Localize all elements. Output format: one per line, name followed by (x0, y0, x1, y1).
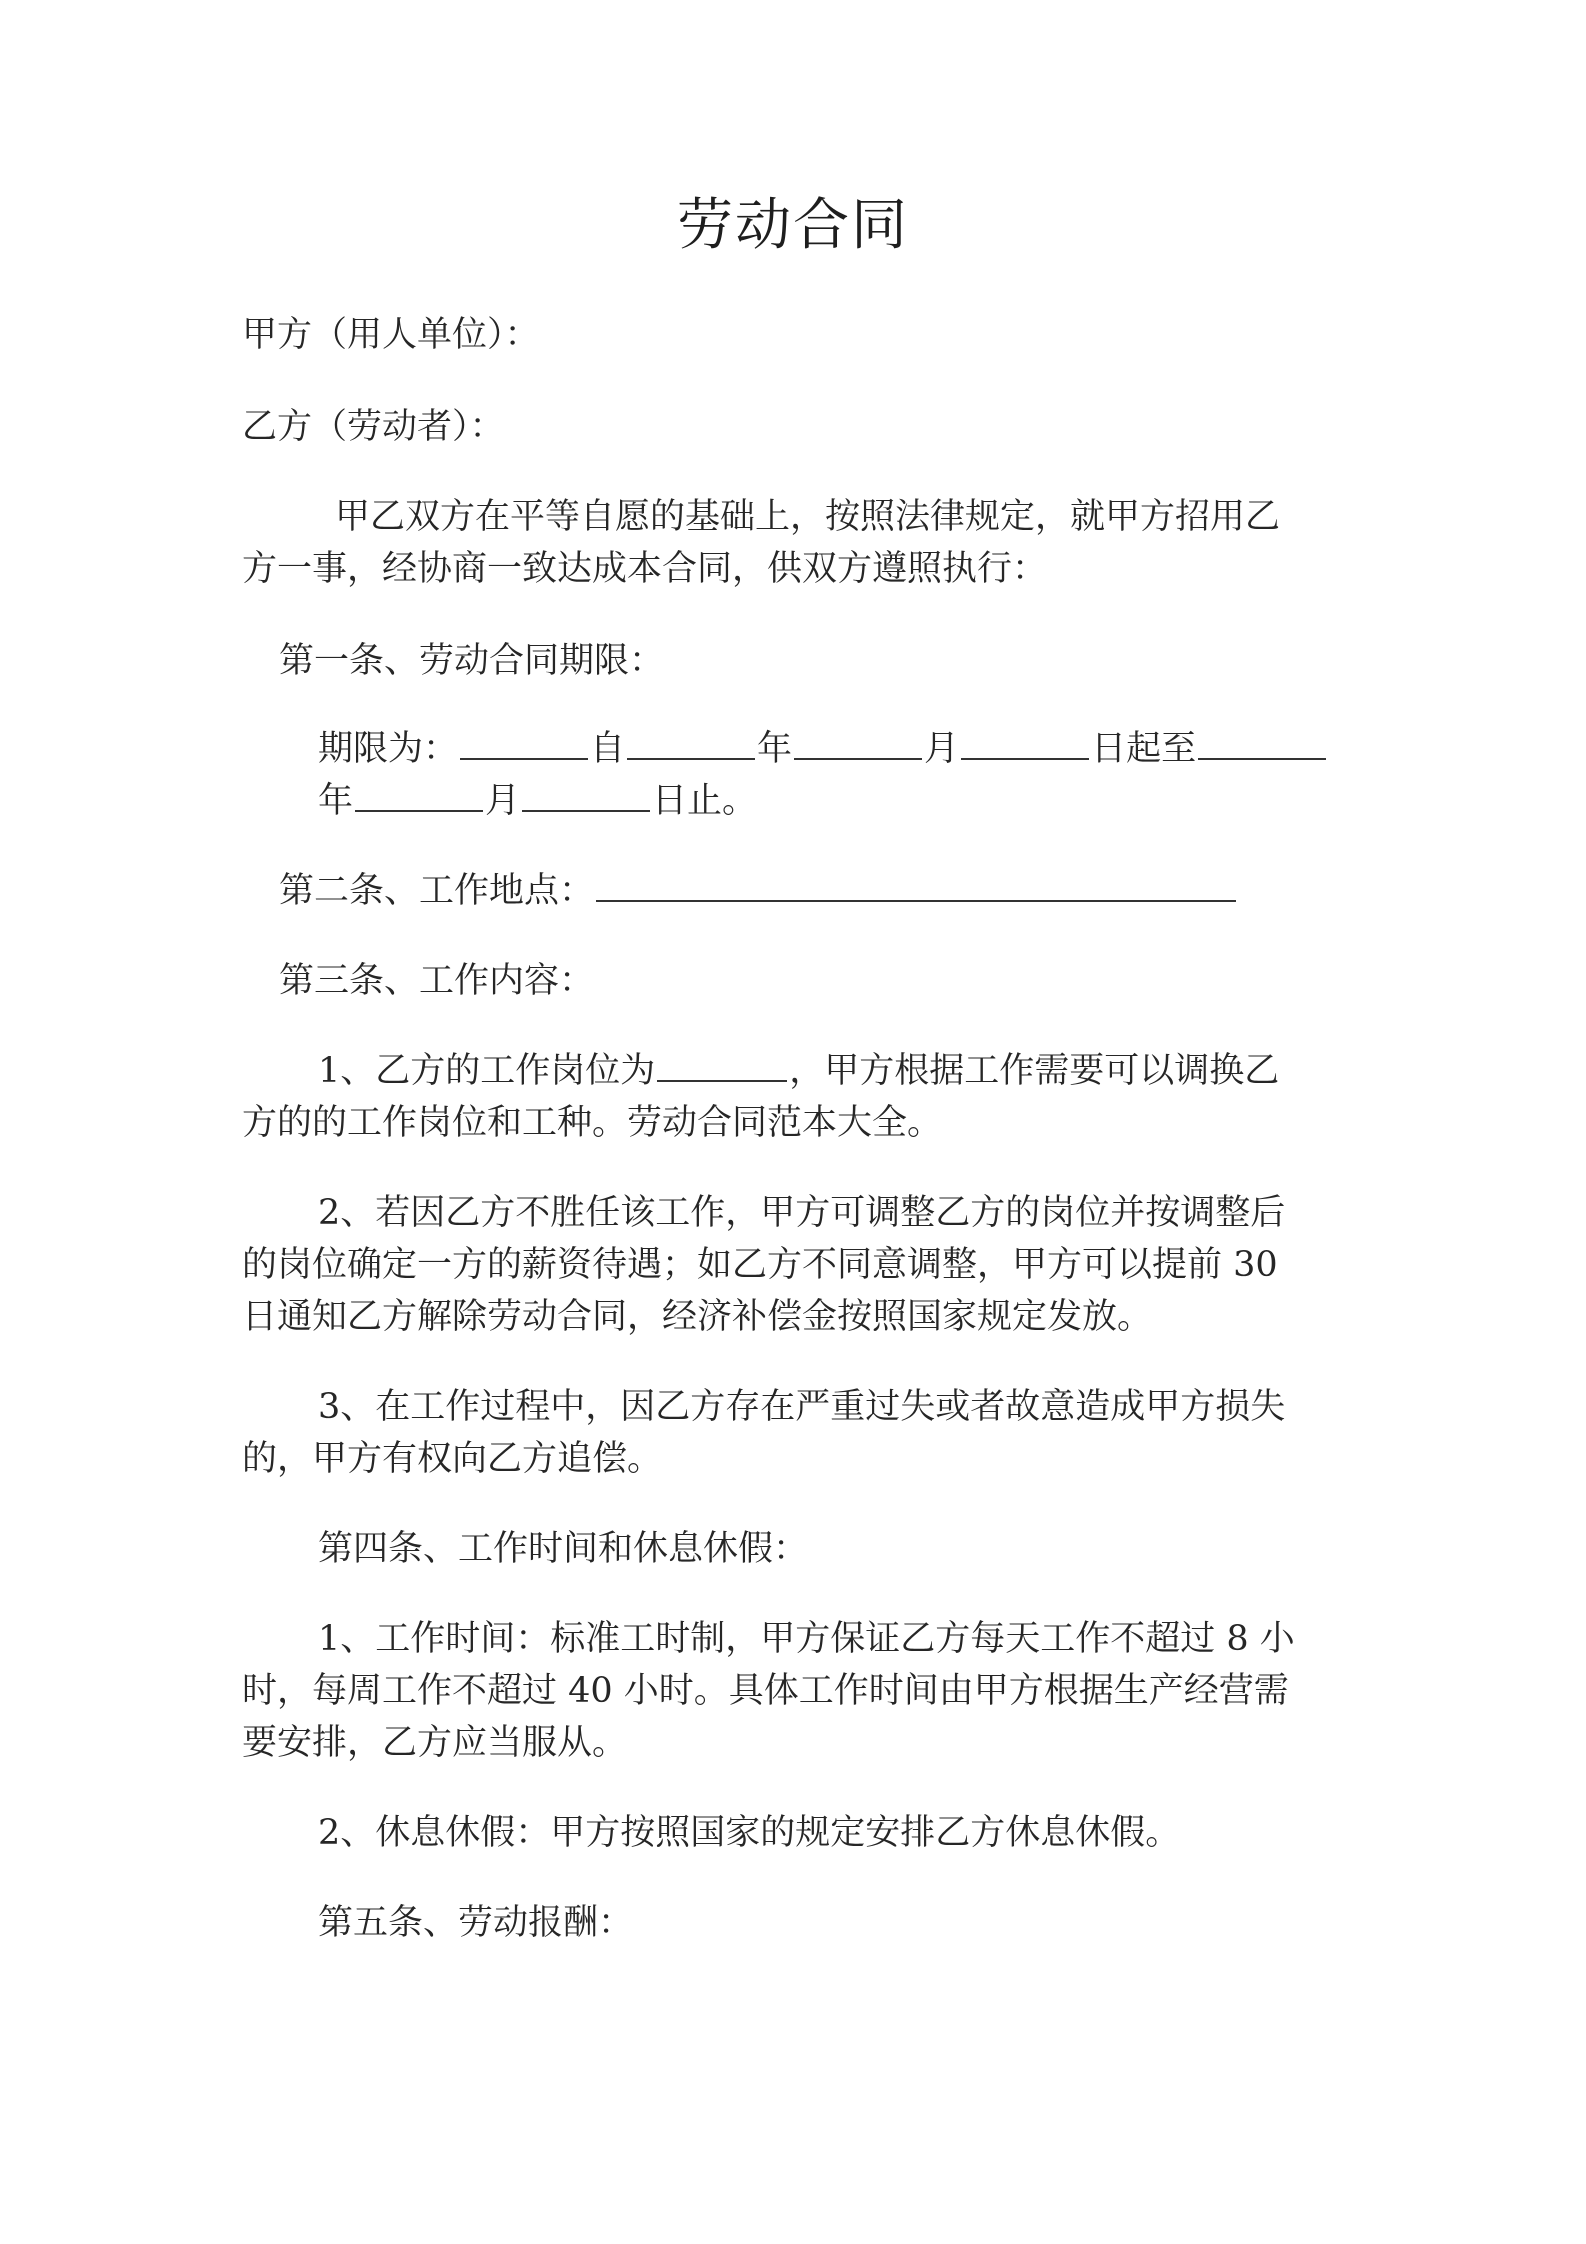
term-day-start: 日起至 (1091, 729, 1197, 769)
term-day-end: 日止。 (652, 781, 758, 821)
document-title: 劳动合同 (677, 193, 909, 258)
article-4-heading: 第四条、工作时间和休息休假： (318, 1529, 809, 1569)
preamble-line-1: 甲乙双方在平等自愿的基础上，按照法律规定，就甲方招用乙 (335, 497, 1281, 537)
article-3-item-1-line-2: 方的的工作岗位和工种。劳动合同范本大全。 (242, 1103, 943, 1143)
item-text: 1、乙方的工作岗位为 (318, 1051, 656, 1091)
article-2-heading (279, 866, 1238, 916)
job-position-blank (657, 1046, 787, 1082)
article-4-item-1-line-2: 时，每周工作不超过 40 小时。具体工作时间由甲方根据生产经营需 (242, 1671, 1289, 1711)
article-3-item-2-line-3: 日通知乙方解除劳动合同，经济补偿金按照国家规定发放。 (242, 1297, 1153, 1337)
party-b-label: 乙方（劳动者）： (242, 407, 505, 447)
blank-field (355, 776, 483, 812)
work-location-blank (596, 866, 1236, 902)
term-end-month: 月 (485, 781, 521, 821)
article-3-item-3-line-2: 的，甲方有权向乙方追偿。 (242, 1439, 663, 1479)
term-from: 自 (590, 729, 626, 769)
article-3-item-1-line-1 (318, 1046, 1279, 1096)
term-line-2 (318, 776, 757, 826)
term-end-year: 年 (318, 781, 354, 821)
article-5-heading: 第五条、劳动报酬： (318, 1903, 634, 1943)
article-4-item-1-line-1: 1、工作时间：标准工时制，甲方保证乙方每天工作不超过 8 小 (318, 1619, 1295, 1659)
article-3-item-2-line-1: 2、若因乙方不胜任该工作，甲方可调整乙方的岗位并按调整后 (318, 1193, 1286, 1233)
article-4-item-1-line-3: 要安排，乙方应当服从。 (242, 1723, 628, 1763)
term-month: 月 (924, 729, 960, 769)
blank-field (522, 776, 650, 812)
term-label: 期限为： (318, 729, 459, 769)
party-a-label: 甲方（用人单位）： (242, 315, 540, 355)
article-3-heading: 第三条、工作内容： (279, 961, 595, 1001)
article-3-item-2-line-2: 的岗位确定一方的薪资待遇；如乙方不同意调整，甲方可以提前 30 (242, 1245, 1278, 1285)
item-text: ，甲方根据工作需要可以调换乙 (789, 1051, 1280, 1091)
blank-field (961, 724, 1089, 760)
blank-field (1198, 724, 1326, 760)
term-year: 年 (757, 729, 793, 769)
article-2-heading-text: 第二条、工作地点： (279, 871, 595, 911)
article-3-item-3-line-1: 3、在工作过程中，因乙方存在严重过失或者故意造成甲方损失 (318, 1387, 1286, 1427)
blank-field (794, 724, 922, 760)
blank-field (460, 724, 588, 760)
article-4-item-2-line-1: 2、休息休假：甲方按照国家的规定安排乙方休息休假。 (318, 1813, 1181, 1853)
blank-field (627, 724, 755, 760)
term-line-1 (318, 724, 1328, 774)
article-1-heading: 第一条、劳动合同期限： (279, 641, 665, 681)
preamble-line-2: 方一事，经协商一致达成本合同，供双方遵照执行： (242, 549, 1048, 589)
